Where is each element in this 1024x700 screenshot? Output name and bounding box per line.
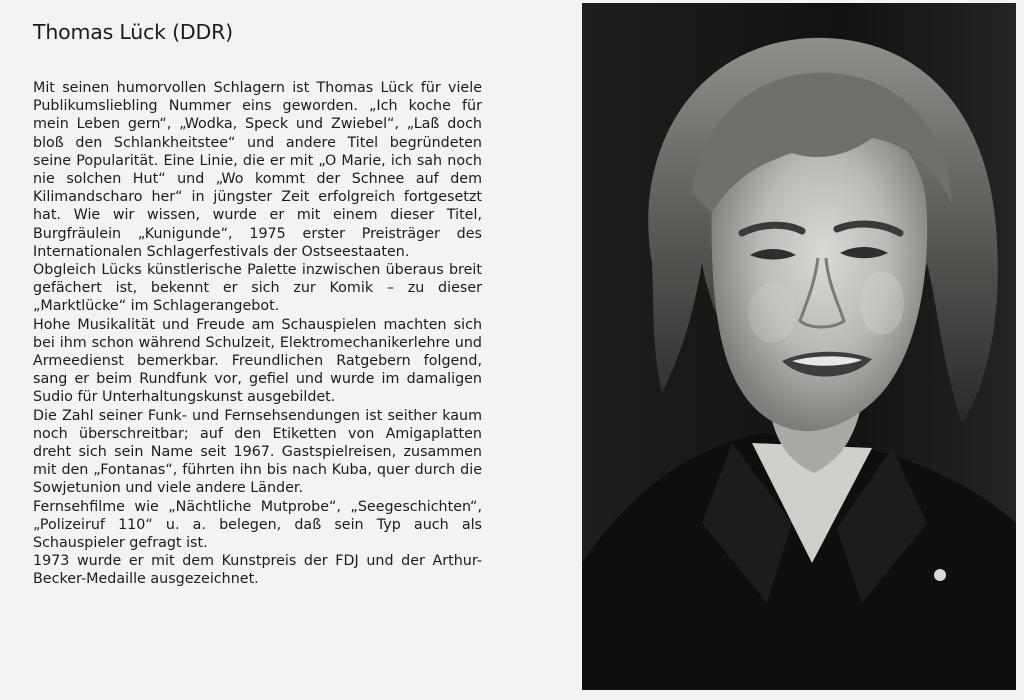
paragraph-comedy: Obgleich Lücks künstlerische Palette inzwischen überaus breit gefächert ist, bekennt er sich zur Komik – zu dieser „Marktlücke“ im Schlagerangebot.: [33, 262, 482, 315]
page-title: Thomas Lück (DDR): [33, 20, 233, 44]
paragraph-awards: 1973 wurde er mit dem Kunstpreis der FDJ und der Arthur-Becker-Medaille ausgezeichnet.: [33, 553, 482, 588]
paragraph-training: Hohe Musikalität und Freude am Schauspielen machten sich bei ihm schon während Schulzeit, Elektromechanikerlehre und Armeedienst bemerkbar. Freundlichen Ratgebern folgend, sang er beim Rundfunk vor, gefiel und wurde im damaligen Sudio für Unterhaltungskunst ausgebildet.: [33, 316, 482, 406]
portrait-photo: [582, 3, 1016, 690]
paragraph-intro: Mit seinen humorvollen Schlagern ist Thomas Lück für viele Publikumsliebling Nummer eins geworden. „Ich koche für mein Leben gern“, „Wodka, Speck und Zwiebel“, „Laß doch bloß den Schlankheitstee“ und andere Titel begründeten seine Popularität. Eine Linie, die er mit „O Marie, ich sah noch nie solchen Hut“ und „Wo kommt der Schnee auf dem Kilimandscharo her“ in jüngster Zeit erfolgreich fortgesetzt hat. Wie wir wissen, wurde er mit einem dieser Titel, Burgfräulein „Kunigunde“, 1975 erster Preisträger des Internationalen Schlagerfestivals der Ostseestaaten.: [33, 80, 482, 260]
paragraph-films: Fernsehfilme wie „Nächtliche Mutprobe“, „Seegeschichten“, „Polizeiruf 110“ u. a. belegen, daß sein Typ auch als Schauspieler gefragt ist.: [33, 498, 482, 552]
paragraph-broadcasts: Die Zahl seiner Funk- und Fernsehsendungen ist seither kaum noch überschreitbar; auf den Etiketten von Amigaplatten dreht sich sein Name seit 1967. Gastspielreisen, zusammen mit den „Fontanas“, führten ihn bis nach Kuba, quer durch die Sowjetunion und viele andere Länder.: [33, 407, 482, 497]
article-body: [33, 79, 482, 589]
portrait-photo-drawing: [582, 3, 1016, 690]
